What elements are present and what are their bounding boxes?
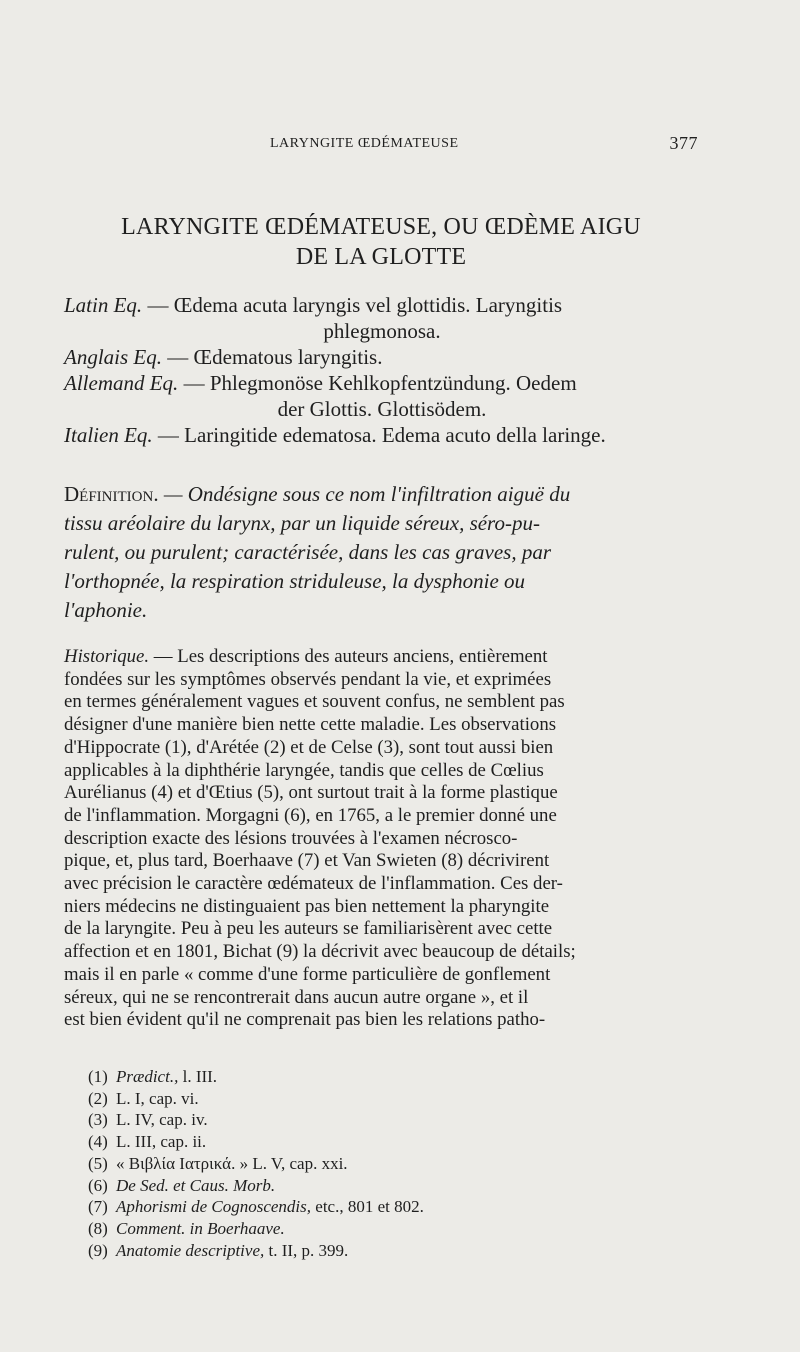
- historique-line: d'Hippocrate (1), d'Arétée (2) et de Celse (3), sont tout aussi bien: [64, 736, 554, 758]
- footnote-italic: Aphorismi de Cognoscendis,: [116, 1197, 312, 1217]
- allemand-equivalent: [64, 370, 700, 422]
- historique-line: de l'inflammation. Morgagni (6), en 1765, a le premier donné une: [64, 804, 557, 826]
- footnotes: [88, 1066, 688, 1261]
- footnote: [88, 1240, 688, 1262]
- historique-line: séreux, qui ne se rencontrerait dans aucun autre organe », et il: [64, 986, 529, 1008]
- footnote-text: L. IV, cap. iv.: [116, 1110, 208, 1130]
- footnote-text: L. I, cap. vi.: [116, 1088, 199, 1108]
- footnote-italic: Comment. in Boerhaave.: [116, 1218, 285, 1238]
- footnote-number: (2): [88, 1088, 108, 1108]
- historique-line: Aurélianus (4) et d'Œtius (5), ont surtout trait à la forme plastique: [64, 782, 558, 804]
- definition-line-1: — Ondésigne sous ce nom l'infiltration aiguë du: [158, 482, 571, 506]
- footnote: [88, 1131, 688, 1153]
- chapter-title-line-2: DE LA GLOTTE: [295, 244, 467, 270]
- footnote-text: L. III, cap. ii.: [116, 1132, 207, 1152]
- definition-line-2: tissu aréolaire du larynx, par un liquide séreux, séro-pu-: [64, 511, 540, 535]
- footnote-text: etc., 801 et 802.: [311, 1197, 424, 1217]
- footnote: [88, 1175, 688, 1197]
- footnote-number: (1): [88, 1067, 108, 1086]
- allemand-text: — Phlegmonöse Kehlkopfentzündung. Oedem: [178, 371, 577, 395]
- footnote: [88, 1218, 688, 1240]
- footnote-number: (6): [88, 1175, 108, 1195]
- anglais-label: Anglais Eq.: [64, 345, 162, 369]
- italien-equivalent: [64, 422, 700, 448]
- footnote-italic: De Sed. et Caus. Morb.: [116, 1175, 276, 1195]
- footnote: [88, 1066, 688, 1088]
- footnote-text: t. II, p. 399.: [264, 1240, 349, 1260]
- latin-equivalent: [64, 292, 700, 344]
- definition-line-5: l'aphonie.: [64, 598, 148, 622]
- historique-line: affection et en 1801, Bichat (9) la décrivit avec beaucoup de détails;: [64, 941, 576, 963]
- allemand-label: Allemand Eq.: [64, 371, 179, 395]
- definition-paragraph: [64, 480, 700, 625]
- historique-line: est bien évident qu'il ne comprenait pas bien les relations patho-: [64, 1009, 546, 1031]
- footnote-number: (3): [88, 1110, 108, 1130]
- historique-line-1: — Les descriptions des auteurs anciens, entièrement: [149, 646, 548, 667]
- historique-line: niers médecins ne distinguaient pas bien nettement la pharyngite: [64, 895, 550, 917]
- italien-text: — Laringitide edematosa. Edema acuto della laringe.: [152, 423, 606, 447]
- historique-line: avec précision le caractère œdémateux de l'inflammation. Ces der-: [64, 873, 563, 895]
- historique-line: applicables à la diphthérie laryngée, tandis que celles de Cœlius: [64, 759, 544, 781]
- footnote-number: (8): [88, 1218, 108, 1238]
- italien-label: Italien Eq.: [64, 423, 153, 447]
- definition-line-4: l'orthopnée, la respiration striduleuse, la dysphonie ou: [64, 569, 526, 593]
- footnote: [88, 1196, 688, 1218]
- footnote-number: (9): [88, 1240, 108, 1260]
- historique-line: désigner d'une manière bien nette cette maladie. Les observations: [64, 714, 557, 736]
- anglais-equivalent: [64, 344, 700, 370]
- chapter-title-line-1: LARYNGITE ŒDÉMATEUSE, OU ŒDÈME AIGU: [121, 214, 641, 240]
- footnote-number: (4): [88, 1132, 108, 1152]
- definition-line-3: rulent, ou purulent; caractérisée, dans les cas graves, par: [64, 540, 552, 564]
- historique-label: Historique.: [64, 646, 150, 667]
- equivalents-block: [64, 292, 700, 448]
- footnote: [88, 1088, 688, 1110]
- footnote-number: (7): [88, 1197, 108, 1217]
- footnote-text: l. III.: [178, 1067, 218, 1086]
- running-head: LARYNGITE ŒDÉMATEUSE: [270, 136, 459, 151]
- anglais-text: — Œdematous laryngitis.: [162, 345, 383, 369]
- page-header: [64, 132, 698, 158]
- chapter-title: [64, 212, 698, 272]
- footnote-italic: Prædict.,: [116, 1067, 179, 1086]
- definition-label: Définition.: [64, 482, 159, 506]
- historique-line: de la laryngite. Peu à peu les auteurs se familiarisèrent avec cette: [64, 918, 553, 940]
- page-number: 377: [669, 133, 698, 153]
- historique-line: fondées sur les symptômes observés pendant la vie, et exprimées: [64, 668, 552, 690]
- historique-paragraph: [64, 646, 700, 1032]
- historique-line: pique, et, plus tard, Boerhaave (7) et Van Swieten (8) décrivirent: [64, 850, 550, 872]
- historique-line: description exacte des lésions trouvées à l'examen nécrosco-: [64, 827, 518, 849]
- latin-text: — Œdema acuta laryngis vel glottidis. Laryngitis: [142, 293, 563, 317]
- footnote: [88, 1109, 688, 1131]
- historique-line: en termes généralement vagues et souvent confus, ne semblent pas: [64, 691, 565, 713]
- allemand-text-continued: der Glottis. Glottisödem.: [277, 397, 487, 421]
- latin-label: Latin Eq.: [64, 293, 143, 317]
- footnote-number: (5): [88, 1153, 108, 1173]
- footnote: [88, 1153, 688, 1175]
- footnote-text: « Βιβλία Ιατρικά. » L. V, cap. xxi.: [116, 1153, 348, 1173]
- latin-text-continued: phlegmonosa.: [323, 319, 441, 343]
- footnote-italic: Anatomie descriptive,: [116, 1240, 265, 1260]
- historique-line: mais il en parle « comme d'une forme particulière de gonflement: [64, 963, 551, 985]
